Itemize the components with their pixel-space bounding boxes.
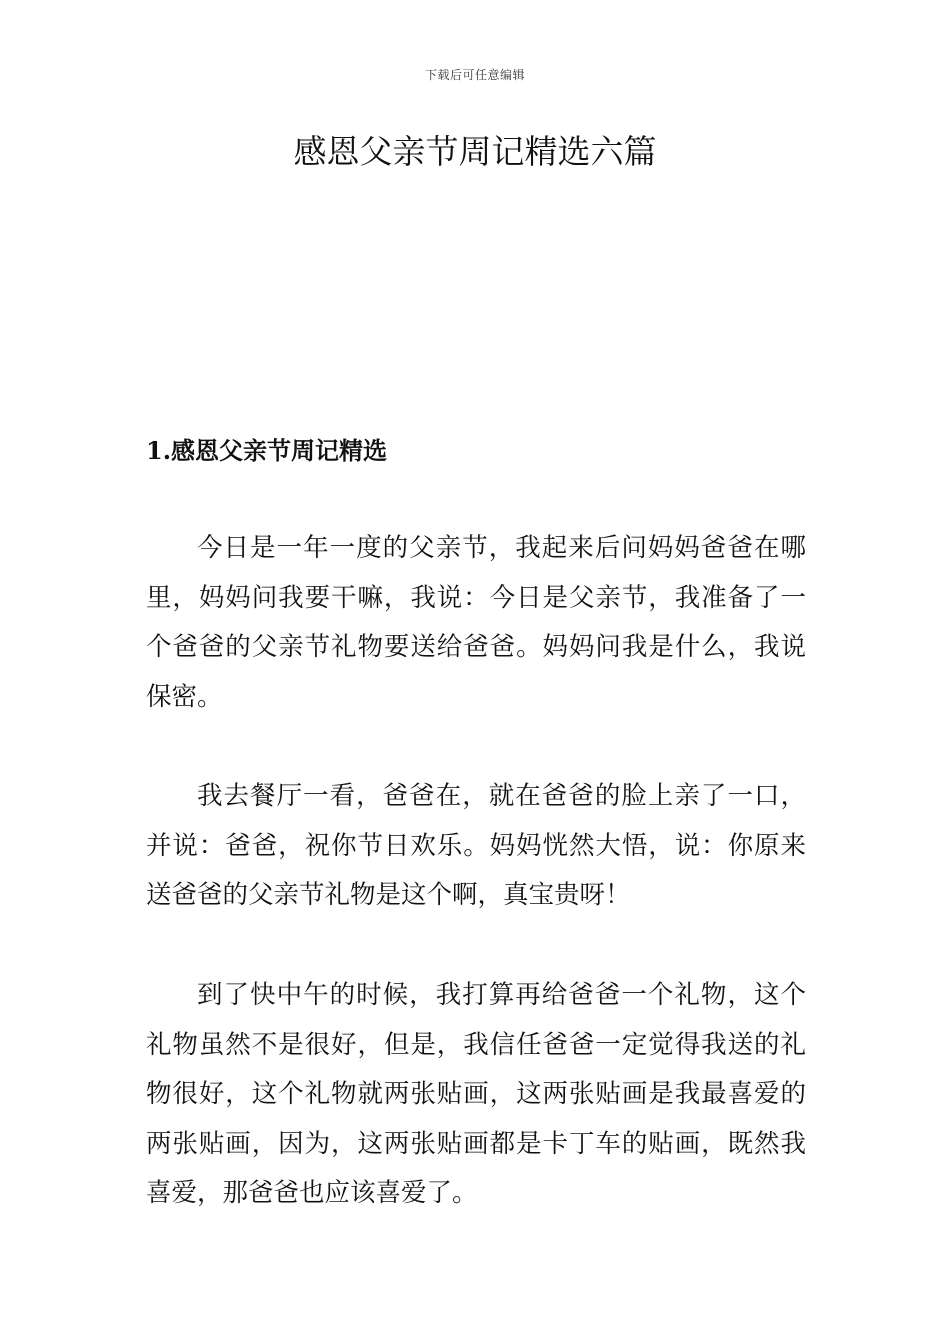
- paragraph-2: 我去餐厅一看，爸爸在，就在爸爸的脸上亲了一口，并说：爸爸，祝你节日欢乐。妈妈恍然大悟，说：你原来送爸爸的父亲节礼物是这个啊，真宝贵呀！: [146, 781, 806, 910]
- paragraph-3: 到了快中午的时候，我打算再给爸爸一个礼物，这个礼物虽然不是很好，但是，我信任爸爸一定觉得我送的礼物很好，这个礼物就两张贴画，这两张贴画是我最喜爱的两张贴画，因为，这两张贴画都是卡丁车的贴画，既然我喜爱，那爸爸也应该喜爱了。: [146, 980, 806, 1208]
- paragraph-1: 今日是一年一度的父亲节，我起来后问妈妈爸爸在哪里，妈妈问我要干嘛，我说：今日是父亲节，我准备了一个爸爸的父亲节礼物要送给爸爸。妈妈问我是什么，我说保密。: [146, 533, 806, 712]
- header-note: 下载后可任意编辑: [424, 68, 525, 82]
- section-heading: 1.感恩父亲节周记精选: [146, 436, 388, 465]
- document-title: 感恩父亲节周记精选六篇: [293, 132, 657, 171]
